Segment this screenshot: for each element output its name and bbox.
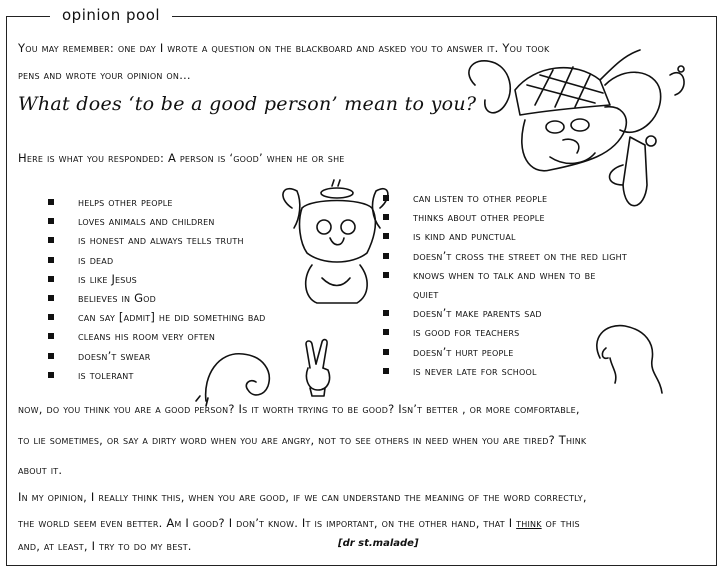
left-response-item-label: is tolerant xyxy=(78,367,134,382)
paragraph-2-line-2-end: of this xyxy=(541,516,580,530)
right-response-item-label: doesn’t make parents sad xyxy=(413,306,542,321)
right-response-item-label: doesn’t hurt people xyxy=(413,344,514,359)
page-title: opinion pool xyxy=(50,6,172,24)
response-intro: Here is what you responded: A person is ‘good’ when he or she xyxy=(18,151,345,165)
left-response-item xyxy=(48,193,266,212)
right-response-item xyxy=(383,285,627,304)
bullet-icon xyxy=(383,310,389,316)
right-response-item-label: thinks about other people xyxy=(413,210,545,225)
intro-line-1: You may remember: one day I wrote a question on the blackboard and asked you to answer it. You took xyxy=(18,41,550,55)
left-response-item xyxy=(48,251,266,270)
left-response-item-label: is honest and always tells truth xyxy=(78,233,244,248)
paragraph-2-line-3: and, at least, I try to do my best. xyxy=(18,539,192,553)
right-response-item-label: is good for teachers xyxy=(413,325,520,340)
right-response-item-label: doesn’t cross the street on the red light xyxy=(413,248,627,263)
face-outline-doodle-icon xyxy=(198,346,278,406)
left-response-item xyxy=(48,308,266,327)
paragraph-2-line-1: In my opinion, I really think this, when you are good, if we can understand the meaning of the word correctly, xyxy=(18,490,587,504)
bullet-icon xyxy=(48,199,54,205)
left-response-item-label: cleans his room very often xyxy=(78,329,216,344)
angel-figure-doodle-icon xyxy=(272,183,402,308)
right-response-item xyxy=(383,266,627,285)
paragraph-1-line-1: now, do you think you are a good person? Is it worth trying to be good? Isn’t better , or more comfortable, xyxy=(18,402,580,416)
left-response-item-label: doesn’t swear xyxy=(78,348,151,363)
left-response-item-label: helps other people xyxy=(78,195,173,209)
bullet-icon xyxy=(48,276,54,282)
hatted-creature-doodle-icon xyxy=(455,45,715,225)
paragraph-2-line-2-start: the world seem even better. Am I good? I don’t know. It is important, on the other hand, that I xyxy=(18,516,517,530)
right-response-item-label: can listen to other people xyxy=(413,191,548,205)
intro-line-2: pens and wrote your opinion on… xyxy=(18,68,191,82)
bullet-icon xyxy=(48,218,54,224)
paragraph-1-line-2: to lie sometimes, or say a dirty word when you are angry, not to see others in need when you are tired? Think xyxy=(18,433,587,447)
bullet-icon xyxy=(48,333,54,339)
left-response-item-label: is like Jesus xyxy=(78,271,137,286)
paragraph-2-line-2 xyxy=(18,512,580,535)
right-response-item xyxy=(383,247,627,266)
underlined-word-think: think xyxy=(516,516,542,530)
left-response-item xyxy=(48,212,266,231)
right-response-item-label: knows when to talk and when to be xyxy=(413,267,596,282)
bullet-icon xyxy=(383,329,389,335)
right-response-item-label: is never late for school xyxy=(413,363,537,378)
bullet-icon xyxy=(48,257,54,263)
right-response-item-label: quiet xyxy=(413,287,439,302)
bullet-icon xyxy=(48,237,54,243)
left-response-item xyxy=(48,327,266,346)
bullet-icon xyxy=(48,314,54,320)
right-response-item-label: is kind and punctual xyxy=(413,229,516,244)
paragraph-1-line-3: about it. xyxy=(18,463,63,477)
bullet-icon xyxy=(48,372,54,378)
left-response-item xyxy=(48,231,266,250)
left-response-item xyxy=(48,270,266,289)
left-response-item-label: can say [admit] he did something bad xyxy=(78,310,266,325)
peace-hand-doodle-icon xyxy=(298,338,338,398)
left-response-item-label: loves animals and children xyxy=(78,214,215,229)
profile-outline-doodle-icon xyxy=(590,318,670,398)
author-signature: [dr st.malade] xyxy=(338,538,419,549)
left-response-item-label: believes in God xyxy=(78,291,157,306)
bullet-icon xyxy=(48,353,54,359)
left-response-item-label: is dead xyxy=(78,252,114,267)
right-response-item xyxy=(383,227,627,246)
bullet-icon xyxy=(383,349,389,355)
left-response-item xyxy=(48,289,266,308)
bullet-icon xyxy=(48,295,54,301)
question-heading: What does ‘to be a good person’ mean to you? xyxy=(18,93,477,115)
bullet-icon xyxy=(383,368,389,374)
